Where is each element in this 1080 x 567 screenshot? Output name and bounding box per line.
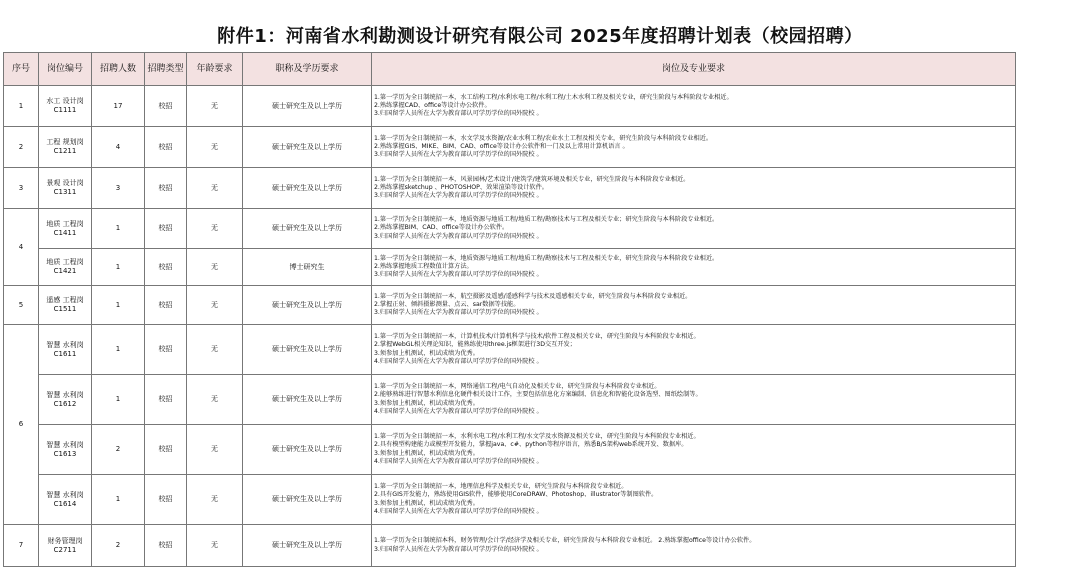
table-row — [4, 325, 1016, 375]
cell-requirements: 1.第一学历为全日制统招本科，财务管理/会计学/经济学及相关专业，研究生阶段与本科阶段专业相近。 2.熟练掌握office等设计办公软件。 3.归国留学人员所在大学为教育部认可学历学位的国外院校 。 — [372, 525, 1016, 567]
cell-count: 17 — [92, 86, 145, 127]
table-row — [4, 127, 1016, 168]
table-row — [4, 86, 1016, 127]
cell-seq: 1 — [4, 86, 39, 127]
cell-requirements: 1.第一学历为全日制统招一本，水文学及水资源/农业水利工程/农业水土工程及相关专业，研究生阶段与本科阶段专业相近。 2.熟练掌握GIS、MIKE、BIM、CAD、office等设计办公软件和一门及以上常用计算机语言 。 3.归国留学人员所在大学为教育部认可学历学位的国外院校 。 — [372, 127, 1016, 168]
cell-pos: 智慧 水利岗 C1612 — [39, 375, 92, 425]
cell-count: 3 — [92, 168, 145, 209]
cell-count: 1 — [92, 325, 145, 375]
header-count: 招聘人数 — [92, 53, 145, 86]
cell-edu: 硕士研究生及以上学历 — [243, 475, 372, 525]
cell-edu: 硕士研究生及以上学历 — [243, 209, 372, 249]
header-pos-id: 岗位编号 — [39, 53, 92, 86]
cell-type: 校招 — [145, 209, 187, 249]
cell-count: 1 — [92, 209, 145, 249]
cell-seq: 4 — [4, 209, 39, 286]
cell-requirements: 1.第一学历为全日制统招一本，地质资源与地质工程/地质工程/勘察技术与工程及相关专业，研究生阶段与本科阶段专业相近。 2.熟练掌握地质工程数值计算方法。 3.归国留学人员所在大学为教育部认可学历学位的国外院校 。 — [372, 249, 1016, 286]
cell-edu: 硕士研究生及以上学历 — [243, 168, 372, 209]
cell-seq: 7 — [4, 525, 39, 567]
cell-type: 校招 — [145, 127, 187, 168]
page-title: 附件1：河南省水利勘测设计研究有限公司 2025年度招聘计划表（校园招聘） — [217, 26, 863, 47]
cell-requirements: 1.第一学历为全日制统招一本，风景园林/艺术设计/建筑学/建筑环境及相关专业，研究生阶段与本科阶段专业相近。 2.熟练掌握sketchup 、PHOTOSHOP、效果渲染等设计软件。 3.归国留学人员所在大学为教育部认可学历学位的国外院校 。 — [372, 168, 1016, 209]
cell-age: 无 — [187, 127, 243, 168]
cell-pos: 水工 设计岗 C1111 — [39, 86, 92, 127]
table-row — [4, 249, 1016, 286]
cell-requirements: 1.第一学历为全日制统招一本，计算机技术/计算机科学与技术/软件工程及相关专业，研究生阶段与本科阶段专业相近。 2.掌握WebGL相关理论知识，能熟练使用three.js框架进行3D交互开发； 3.须参加上机测试，机试成绩为优秀。 4.归国留学人员所在大学为教育部认可学历学位的国外院校 。 — [372, 325, 1016, 375]
cell-edu: 硕士研究生及以上学历 — [243, 127, 372, 168]
cell-pos: 智慧 水利岗 C1611 — [39, 325, 92, 375]
cell-seq: 6 — [4, 325, 39, 525]
cell-seq: 2 — [4, 127, 39, 168]
header-age: 年龄要求 — [187, 53, 243, 86]
cell-pos: 地质 工程岗 C1411 — [39, 209, 92, 249]
cell-type: 校招 — [145, 325, 187, 375]
cell-age: 无 — [187, 325, 243, 375]
header-seq: 序号 — [4, 53, 39, 86]
cell-pos: 财务管理岗 C2711 — [39, 525, 92, 567]
cell-age: 无 — [187, 86, 243, 127]
cell-type: 校招 — [145, 475, 187, 525]
cell-age: 无 — [187, 525, 243, 567]
cell-count: 2 — [92, 525, 145, 567]
table-row — [4, 209, 1016, 249]
cell-type: 校招 — [145, 249, 187, 286]
table-row — [4, 425, 1016, 475]
cell-requirements: 1.第一学历为全日制统招一本，地质资源与地质工程/地质工程/勘察技术与工程及相关专业；研究生阶段与本科阶段专业相近。 2.熟练掌握BIM、CAD、office等设计办公软件。 3.归国留学人员所在大学为教育部认可学历学位的国外院校 。 — [372, 209, 1016, 249]
cell-count: 2 — [92, 425, 145, 475]
cell-count: 1 — [92, 475, 145, 525]
cell-type: 校招 — [145, 375, 187, 425]
cell-type: 校招 — [145, 525, 187, 567]
cell-edu: 硕士研究生及以上学历 — [243, 525, 372, 567]
cell-count: 1 — [92, 286, 145, 325]
cell-age: 无 — [187, 425, 243, 475]
cell-requirements: 1.第一学历为全日制统招一本，地理信息科学及相关专业，研究生阶段与本科阶段专业相近。 2.具有GIS开发能力，熟练使用GIS软件，能够使用CoreDRAW、Photoshop、illustrator等制图软件。 3.须参加上机测试，机试成绩为优秀。 4.归国留学人员所在大学为教育部认可学历学位的国外院校 。 — [372, 475, 1016, 525]
cell-pos: 智慧 水利岗 C1614 — [39, 475, 92, 525]
cell-requirements: 1.第一学历为全日制统招一本，航空摄影及遥感/遥感科学与技术及遥感相关专业，研究生阶段与本科阶段专业相近。 2.掌握正射、倾斜摄影测量、点云、sar数据等技能。 3.归国留学人员所在大学为教育部认可学历学位的国外院校 。 — [372, 286, 1016, 325]
cell-type: 校招 — [145, 86, 187, 127]
table-row — [4, 286, 1016, 325]
cell-pos: 地质 工程岗 C1421 — [39, 249, 92, 286]
cell-type: 校招 — [145, 168, 187, 209]
cell-edu: 博士研究生 — [243, 249, 372, 286]
table-row — [4, 525, 1016, 567]
cell-count: 4 — [92, 127, 145, 168]
table-row — [4, 375, 1016, 425]
cell-requirements: 1.第一学历为全日制统招一本，网络通信工程/电气自动化及相关专业，研究生阶段与本科阶段专业相近。 2.能够熟练进行智慧水利信息化硬件相关设计工作，主要包括信息化方案编制、信息化和智能化设备选型、图纸绘制等。 3.须参加上机测试，机试成绩为优秀。 4.归国留学人员所在大学为教育部认可学历学位的国外院校 。 — [372, 375, 1016, 425]
table-row — [4, 168, 1016, 209]
header-requirements: 岗位及专业要求 — [372, 53, 1016, 86]
cell-age: 无 — [187, 286, 243, 325]
cell-seq: 5 — [4, 286, 39, 325]
cell-count: 1 — [92, 375, 145, 425]
header-row — [4, 53, 1016, 86]
cell-pos: 工程 规划岗 C1211 — [39, 127, 92, 168]
cell-requirements: 1.第一学历为全日制统招一本，水利水电工程/水利工程/水文学及水资源及相关专业，研究生阶段与本科阶段专业相近。 2.具有模型构建能力或模型开发能力，掌握java、c#、python等程序语言，熟悉B/S架构web系统开发、数据库。 3.须参加上机测试，机试成绩为优秀。 4.归国留学人员所在大学为教育部认可学历学位的国外院校 。 — [372, 425, 1016, 475]
cell-count: 1 — [92, 249, 145, 286]
cell-edu: 硕士研究生及以上学历 — [243, 86, 372, 127]
cell-edu: 硕士研究生及以上学历 — [243, 425, 372, 475]
cell-pos: 遥感 工程岗 C1511 — [39, 286, 92, 325]
header-type: 招聘类型 — [145, 53, 187, 86]
cell-requirements: 1.第一学历为全日制统招一本，水工结构工程/水利水电工程/水利工程/土木水利工程及相关专业，研究生阶段与本科阶段专业相近。 2.熟练掌握CAD、office等设计办公软件。 3.归国留学人员所在大学为教育部认可学历学位的国外院校 。 — [372, 86, 1016, 127]
cell-pos: 智慧 水利岗 C1613 — [39, 425, 92, 475]
cell-type: 校招 — [145, 286, 187, 325]
table-row — [4, 475, 1016, 525]
header-title-edu: 职称及学历要求 — [243, 53, 372, 86]
recruitment-table — [3, 52, 1016, 567]
cell-pos: 景观 设计岗 C1311 — [39, 168, 92, 209]
cell-age: 无 — [187, 249, 243, 286]
cell-age: 无 — [187, 209, 243, 249]
cell-seq: 3 — [4, 168, 39, 209]
cell-age: 无 — [187, 168, 243, 209]
cell-edu: 硕士研究生及以上学历 — [243, 375, 372, 425]
cell-edu: 硕士研究生及以上学历 — [243, 325, 372, 375]
cell-age: 无 — [187, 475, 243, 525]
cell-type: 校招 — [145, 425, 187, 475]
cell-edu: 硕士研究生及以上学历 — [243, 286, 372, 325]
cell-age: 无 — [187, 375, 243, 425]
